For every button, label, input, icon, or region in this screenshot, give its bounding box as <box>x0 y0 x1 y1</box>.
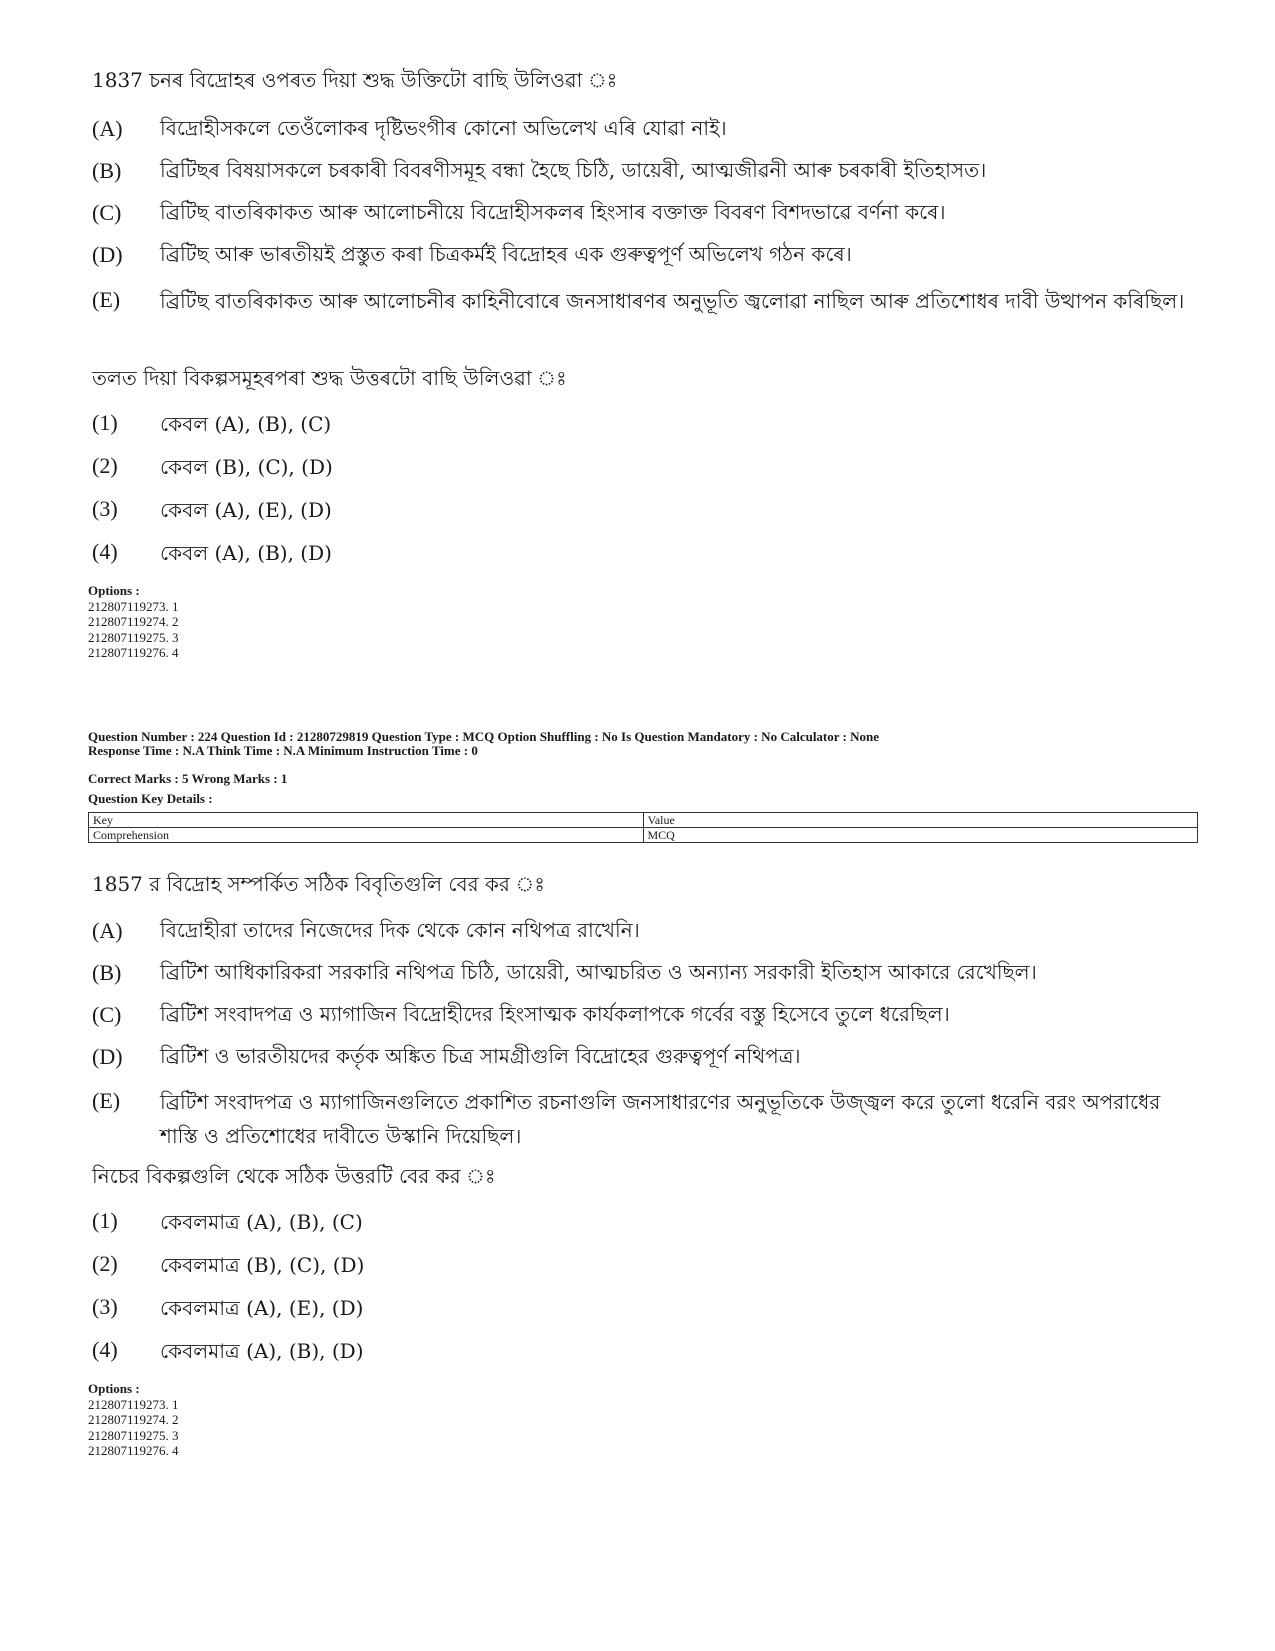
meta-line-1: Question Number : 224 Question Id : 21280729819 Question Type : MCQ Option Shuffling : No Is Question Mandatory : No Calculator : None <box>88 729 880 744</box>
table-header-row <box>89 813 1198 828</box>
marks-line: Correct Marks : 5 Wrong Marks : 1 <box>88 771 288 786</box>
statement-text: ব্ৰিটিছ আৰু ভাৰতীয়ই প্ৰস্তুত কৰা চিত্ৰকৰ্মই বিদ্ৰোহৰ এক গুৰুত্বপূৰ্ণ অভিলেখ গঠন কৰে। <box>160 242 852 266</box>
choice-text: কেবল (A), (E), (D) <box>160 498 332 522</box>
q1-instruction: তলত দিয়া বিকল্পসমূহৰপৰা শুদ্ধ উত্তৰটো বাছি উলিওৱা ঃ <box>92 366 567 390</box>
option-id: 212807119273. 1 <box>88 598 179 614</box>
choice-label: (1) <box>92 410 118 435</box>
choice-text: কেবলমাত্র (B), (C), (D) <box>160 1253 365 1277</box>
choice-text: কেবলমাত্র (A), (E), (D) <box>160 1296 364 1320</box>
choice-label: (3) <box>92 496 118 521</box>
statement-label: (D) <box>92 1044 123 1069</box>
question-1-stem: 1837 চনৰ বিদ্ৰোহৰ ওপৰত দিয়া শুদ্ধ উক্তিটো বাছি উলিওৱা ঃ <box>92 68 618 92</box>
statement-label: (D) <box>92 242 123 267</box>
choice-label: (2) <box>92 1251 118 1276</box>
options-heading: Options : <box>88 583 140 598</box>
option-id: 212807119274. 2 <box>88 1412 179 1427</box>
options-heading: Options : <box>88 1381 140 1396</box>
choice-text: কেবল (B), (C), (D) <box>160 455 333 479</box>
table-row <box>89 828 1198 843</box>
statement-text: ব্রিটিশ সংবাদপত্র ও ম্যাগাজিন বিদ্রোহীদের হিংসাত্মক কার্যকলাপকে গর্বের বস্তু হিসেবে তুলে ধরেছিল। <box>160 1002 950 1026</box>
table-cell: Key <box>89 813 644 828</box>
choice-text: কেবলমাত্র (A), (B), (C) <box>160 1210 363 1234</box>
statement-text: ব্ৰিটিছ বাতৰিকাকত আৰু আলোচনীৰ কাহিনীবোৰে জনসাধাৰণৰ অনুভূতি জ্বলোৱা নাছিল আৰু প্ৰতিশোধৰ দাবী উত্থাপন কৰিছিল। <box>160 289 1185 313</box>
statement-text: ব্রিটিশ সংবাদপত্র ও ম্যাগাজিনগুলিতে প্রকাশিত রচনাগুলি জনসাধারণের অনুভূতিকে উজ্জ্বল করে তুলো ধরেনি বরং অপরাধের শাস্তি ও প্রতিশোধের দাবীতে উস্কানি দিয়েছিল। <box>160 1090 1161 1148</box>
choice-text: কেবল (A), (B), (D) <box>160 541 332 565</box>
statement-label: (E) <box>92 287 121 312</box>
choice-label: (3) <box>92 1294 118 1319</box>
q2-options-block <box>88 1381 179 1459</box>
table-cell: Value <box>643 813 1198 828</box>
option-id: 212807119274. 2 <box>88 614 179 629</box>
statement-label: (A) <box>92 116 123 141</box>
q2-instruction: নিচের বিকল্পগুলি থেকে সঠিক উত্তরটি বের কর ঃ <box>92 1164 496 1188</box>
choice-text: কেবল (A), (B), (C) <box>160 412 332 436</box>
key-details-label: Question Key Details : <box>88 791 213 806</box>
q1-options-block <box>88 583 179 661</box>
meta-line-2: Response Time : N.A Think Time : N.A Minimum Instruction Time : 0 <box>88 743 478 758</box>
choice-text: কেবলমাত্র (A), (B), (D) <box>160 1339 364 1363</box>
statement-label: (B) <box>92 158 122 183</box>
question-meta <box>88 730 1198 758</box>
statement-label: (C) <box>92 1002 122 1027</box>
statement-label: (B) <box>92 960 122 985</box>
statement-label: (E) <box>92 1088 121 1113</box>
statement-label: (C) <box>92 200 122 225</box>
key-details-table <box>88 812 1198 843</box>
option-id: 212807119273. 1 <box>88 1396 179 1412</box>
statement-text: ব্রিটিশ ও ভারতীয়দের কর্তৃক অঙ্কিত চিত্র সামগ্রীগুলি বিদ্রোহের গুরুত্বপূর্ণ নথিপত্র। <box>160 1044 801 1068</box>
statement-text: ব্ৰিটিছৰ বিষয়াসকলে চৰকাৰী বিবৰণীসমূহ বন্ধা হৈছে চিঠি, ডায়েৰী, আত্মজীৱনী আৰু চৰকাৰী ইতিহাসত। <box>160 158 987 182</box>
statement-text: ব্রিটিশ আধিকারিকরা সরকারি নথিপত্র চিঠি, ডায়েরী, আত্মচরিত ও অন্যান্য সরকারী ইতিহাস আকারে রেখেছিল। <box>160 960 1037 984</box>
option-id: 212807119276. 4 <box>88 1443 179 1458</box>
statement-label: (A) <box>92 918 123 943</box>
choice-label: (2) <box>92 453 118 478</box>
statement-text: বিদ্ৰোহীসকলে তেওঁলোকৰ দৃষ্টিভংগীৰ কোনো অভিলেখ এৰি যোৱা নাই। <box>160 116 727 140</box>
statement-text: বিদ্রোহীরা তাদের নিজেদের দিক থেকে কোন নথিপত্র রাখেনি। <box>160 918 640 942</box>
table-cell: MCQ <box>643 828 1198 843</box>
choice-label: (4) <box>92 1337 118 1362</box>
question-2-stem: 1857 র বিদ্রোহ সম্পর্কিত সঠিক বিবৃতিগুলি বের কর ঃ <box>92 872 545 896</box>
option-id: 212807119275. 3 <box>88 1427 179 1443</box>
option-id: 212807119275. 3 <box>88 629 179 645</box>
option-id: 212807119276. 4 <box>88 645 179 660</box>
choice-label: (4) <box>92 539 118 564</box>
choice-label: (1) <box>92 1208 118 1233</box>
statement-text: ব্ৰিটিছ বাতৰিকাকত আৰু আলোচনীয়ে বিদ্ৰোহীসকলৰ হিংসাৰ বক্তাক্ত বিবৰণ বিশদভাৱে বৰ্ণনা কৰে। <box>160 200 946 224</box>
table-cell: Comprehension <box>89 828 644 843</box>
